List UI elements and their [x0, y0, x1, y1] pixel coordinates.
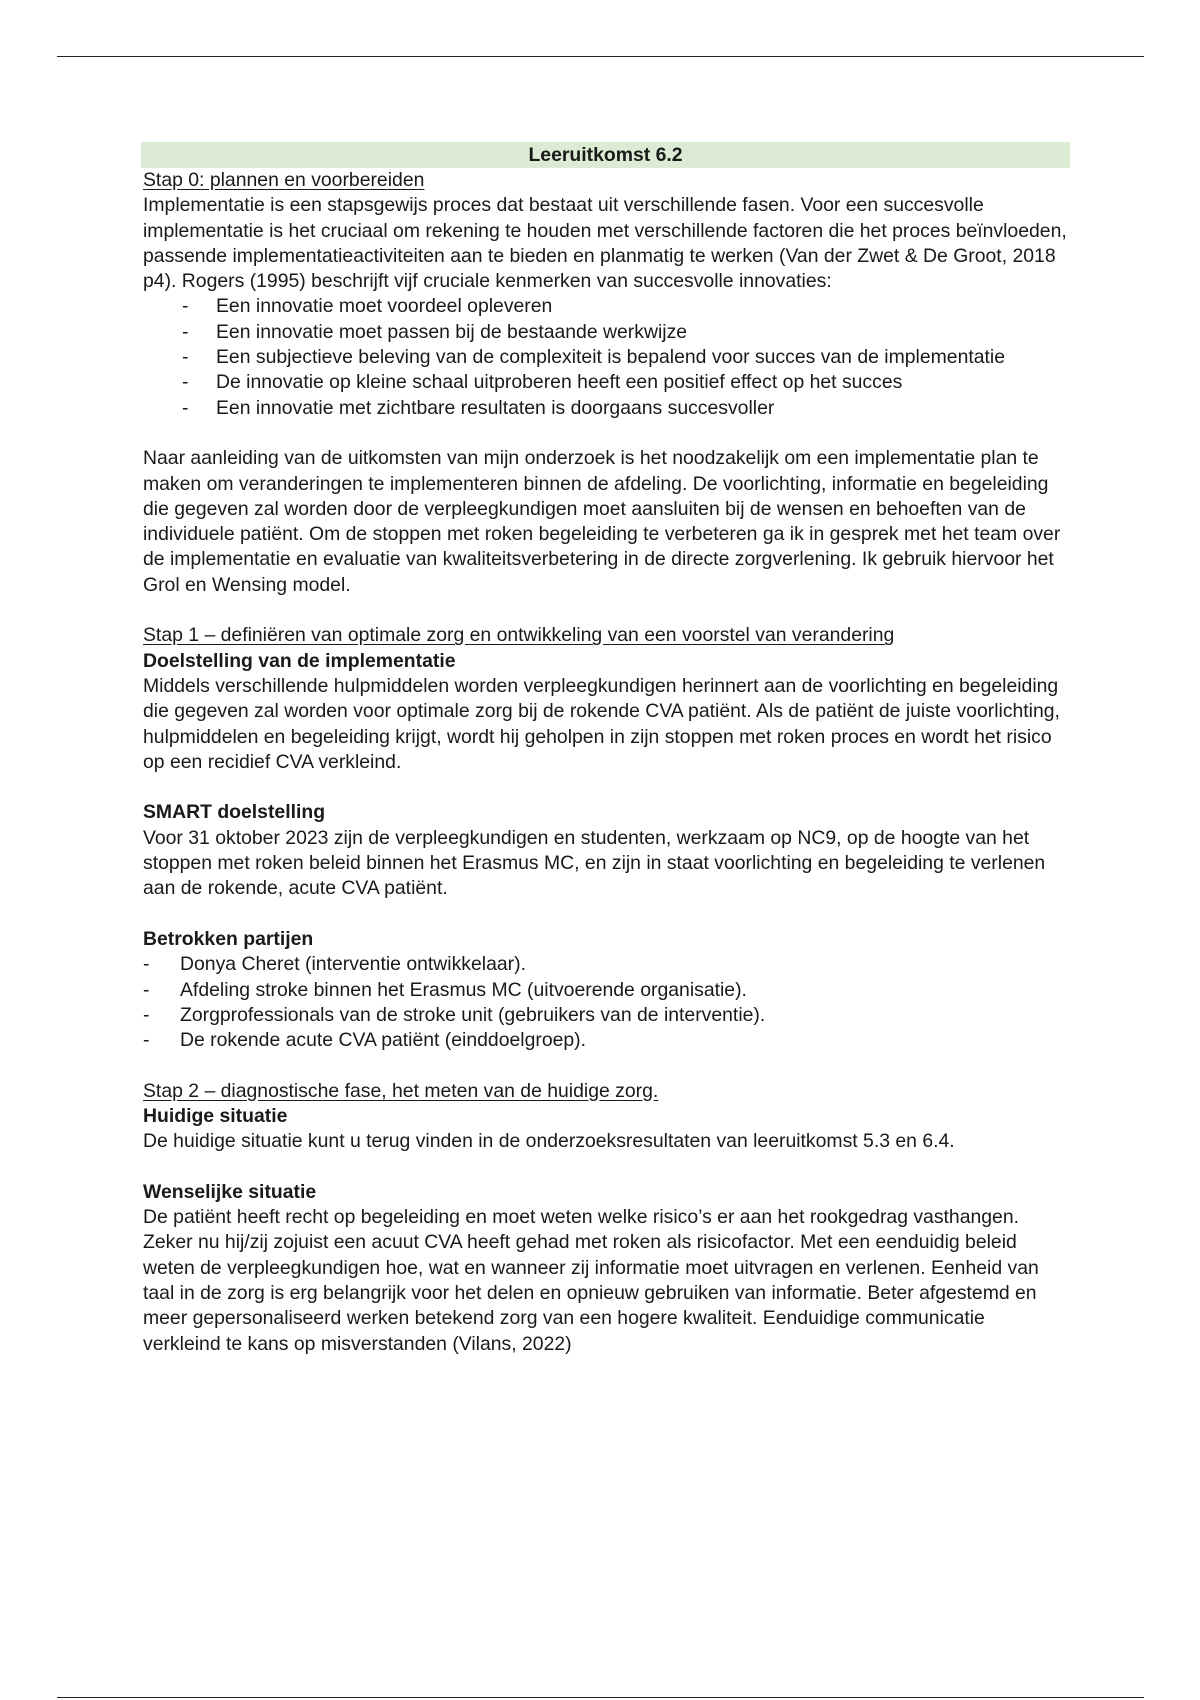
- list-item: - Een innovatie moet passen bij de bestaande werkwijze: [143, 320, 1067, 345]
- current-situation-heading: Huidige situatie: [143, 1104, 288, 1127]
- smart-text: Voor 31 oktober 2023 zijn de verpleegkundigen en studenten, werkzaam op NC9, op de hoogte van het stoppen met roken beleid binnen het Erasmus MC, en zijn in staat voorlichting en begeleiding te verlenen aan de rokende, acute CVA patiënt.: [143, 826, 1046, 900]
- step0-paragraph: Naar aanleiding van de uitkomsten van mijn onderzoek is het noodzakelijk om een implementatie plan te maken om veranderingen te implementeren binnen de afdeling. De voorlichting, informatie en begeleiding die gegeven zal worden door de verpleegkundigen moet aansluiten bij de wensen en behoeften van de individuele patiënt. Om de stoppen met roken begeleiding te verbeteren ga ik in gesprek met het team over de implementatie en evaluatie van kwaliteitsverbetering in de directe zorgverlening. Ik gebruik hiervoor het Grol en Wensing model.: [143, 447, 1061, 596]
- dash-bullet: -: [143, 978, 150, 1001]
- goal-heading: Doelstelling van de implementatie: [143, 649, 456, 672]
- list-item: - Donya Cheret (interventie ontwikkelaar).: [143, 952, 1067, 977]
- innovation-criteria-list: [143, 294, 1067, 420]
- current-situation-text: De huidige situatie kunt u terug vinden in de onderzoeksresultaten van leeruitkomst 5.3 en 6.4.: [143, 1130, 955, 1153]
- dash-bullet: -: [143, 953, 150, 976]
- desired-situation-text: De patiënt heeft recht op begeleiding en moet weten welke risico’s er aan het rookgedrag vasthangen. Zeker nu hij/zij zojuist een acuut CVA heeft gehad met roken als risicofactor. Met een eenduidig beleid weten de verpleegkundigen hoe, wat en wanneer zij informatie moet uitvragen en verlenen. Eenheid van taal in de zorg is erg belangrijk voor het delen en opnieuw gebruiken van informatie. Beter afgestemd en meer gepersonaliseerd werken betekend zorg van een hogere kwaliteit. Eenduidige communicatie verkleind te kans op misverstanden (Vilans, 2022): [143, 1206, 1039, 1355]
- list-item: - Een innovatie moet voordeel opleveren: [143, 294, 1067, 319]
- document-title: Leeruitkomst 6.2: [141, 142, 1070, 168]
- list-item: - Afdeling stroke binnen het Erasmus MC (uitvoerende organisatie).: [143, 978, 1067, 1003]
- dash-bullet: -: [143, 1003, 150, 1026]
- header-rule: [57, 56, 1144, 57]
- dash-bullet: -: [182, 320, 189, 343]
- list-item: - Een subjectieve beleving van de complexiteit is bepalend voor succes van de implementatie: [143, 345, 1067, 370]
- list-item: - De innovatie op kleine schaal uitproberen heeft een positief effect op het succes: [143, 370, 1067, 395]
- document-body: [143, 142, 1067, 1357]
- goal-text: Middels verschillende hulpmiddelen worden verpleegkundigen herinnert aan de voorlichting en begeleiding die gegeven zal worden voor optimale zorg bij de rokende CVA patiënt. Als de patiënt de juiste voorlichting, hulpmiddelen en begeleiding krijgt, wordt hij geholpen in zijn stoppen met roken proces en wordt het risico op een recidief CVA verkleind.: [143, 674, 1060, 773]
- desired-situation-heading: Wenselijke situatie: [143, 1180, 317, 1203]
- list-item: - De rokende acute CVA patiënt (einddoelgroep).: [143, 1028, 1067, 1053]
- smart-heading: SMART doelstelling: [143, 801, 326, 824]
- parties-heading: Betrokken partijen: [143, 927, 314, 950]
- list-item: - Een innovatie met zichtbare resultaten is doorgaans succesvoller: [143, 396, 1067, 421]
- dash-bullet: -: [182, 371, 189, 394]
- dash-bullet: -: [182, 396, 189, 419]
- dash-bullet: -: [143, 1029, 150, 1052]
- list-item: - Zorgprofessionals van de stroke unit (gebruikers van de interventie).: [143, 1003, 1067, 1028]
- parties-list: [143, 952, 1067, 1053]
- dash-bullet: -: [182, 346, 189, 369]
- dash-bullet: -: [182, 295, 189, 318]
- step2-heading: Stap 2 – diagnostische fase, het meten van de huidige zorg.: [143, 1079, 659, 1102]
- step0-intro: Implementatie is een stapsgewijs proces dat bestaat uit verschillende fasen. Voor een succesvolle implementatie is het cruciaal om rekening te houden met verschillende factoren die het proces beïnvloeden, passende implementatieactiviteiten aan te bieden en planmatig te werken (Van der Zwet & De Groot, 2018 p4). Rogers (1995) beschrijft vijf cruciale kenmerken van succesvolle innovaties:: [143, 194, 1067, 293]
- step0-heading: Stap 0: plannen en voorbereiden: [143, 169, 425, 191]
- footer-rule: [57, 1697, 1144, 1698]
- step1-heading: Stap 1 – definiëren van optimale zorg en ontwikkeling van een voorstel van verandering: [143, 624, 895, 647]
